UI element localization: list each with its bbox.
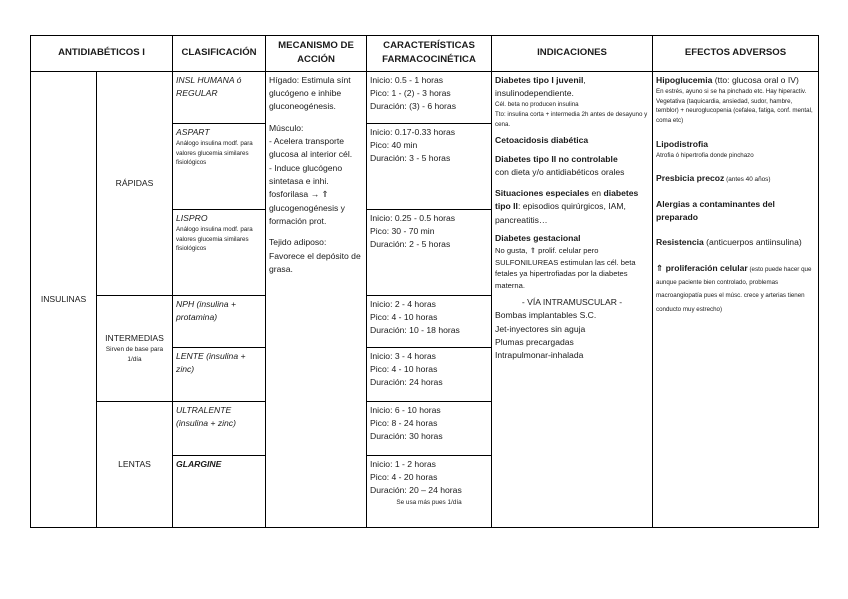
clas-aspart [173,123,266,209]
farm-lispro-pico: Pico: 30 - 70 min [370,226,435,237]
farm-aspart-pico: Pico: 40 min [370,140,418,151]
subgroup-intermedias-note: Sirven de base para 1/día [105,346,164,363]
ind-t2b: con dieta y/o antidiabéticos orales [495,166,625,177]
ind-espd: : episodios quirúrgicos, IAM, pancreatitis… [495,201,626,225]
ind-t2: Diabetes tipo II no controlable [495,153,618,164]
ef-presb-note: (antes 40 años) [724,176,771,184]
farm-nph-pico: Pico: 4 - 10 horas [370,312,438,323]
header-antidiabeticos: ANTIDIABÉTICOS I [31,36,173,72]
ind-ceto: Cetoacidosis diabética [495,135,589,146]
farm-aspart-inicio: Inicio: 0.17-0.33 horas [370,126,456,137]
farm-lente-pico: Pico: 4 - 10 horas [370,364,438,375]
farm-ultralente-inicio: Inicio: 6 - 10 horas [370,404,441,415]
header-mecanismo: MECANISMO DE ACCIÓN [266,36,367,72]
insulin-table [30,35,819,528]
row-insl [31,71,819,123]
farm-lispro-inicio: Inicio: 0.25 - 0.5 horas [370,212,456,223]
clas-lente: LENTE (insulina + zinc) [173,347,266,401]
ef-prolif-note: (esto puede hacer que aunque paciente bien controlado, problemas macroangiopatía pues el músc. crece y arterias tienen conducto muy estrecho) [656,265,812,313]
header-clasificacion: CLASIFICACIÓN [173,36,266,72]
ef-hipob: (tto: glucosa oral o IV) [712,74,799,85]
farm-ultralente-pico: Pico: 8 - 24 horas [370,418,438,429]
mec-musculo: Músculo: [269,122,304,133]
ind-t1-note1: Cél. beta no producen insulina [495,101,579,109]
ef-lipo: Lipodistrofia [656,138,709,149]
farm-nph-duracion: Duración: 10 - 18 horas [370,325,460,336]
mec-tejido: Tejido adiposo: Favorece el depósito de grasa. [269,237,361,274]
clas-aspart-note: Análogo insulina modf. para valores glucemia similares fisiológicos [176,140,253,167]
clas-insl: INSL HUMANA ó REGULAR [173,71,266,123]
farm-glargine-inicio: Inicio: 1 - 2 horas [370,458,436,469]
farm-ultralente-duracion: Duración: 30 horas [370,431,443,442]
farm-insl-inicio: Inicio: 0.5 - 1 horas [370,74,444,85]
group-insulinas: INSULINAS [31,71,97,527]
ef-hipo-note: En estrés, ayuno si se ha pinchado etc. Hay hiperactiv. Vegetativa (taquicardia, ansiedad, sudor, hambre, temblor) + neuroglucopenia (cefalea, fatiga, conf. mental, coma etc) [656,88,813,124]
header-caracteristicas: CARACTERÍSTICAS FARMACOCINÉTICA [367,36,492,72]
indicaciones-cell [492,71,653,527]
mec-higado: Hígado: Estimula sínt glucógeno e inhibe gluconeogénesis. [269,74,351,112]
farm-insl-pico: Pico: 1 - (2) - 3 horas [370,88,451,99]
clas-ultralente: ULTRALENTE (insulina + zinc) [173,401,266,455]
efectos-cell [653,71,819,527]
ind-espc: diabetes tipo II [495,188,639,212]
ind-esp: Situaciones especiales [495,188,590,199]
ind-v4: Intrapulmonar-inhalada [495,350,584,361]
mecanismo-cell [266,71,367,527]
ind-v3: Plumas precargadas [495,336,574,347]
ef-presb: Presbicia precoz [656,173,725,184]
clas-glargine: GLARGINE [173,455,266,527]
header-indicaciones: INDICACIONES [492,36,653,72]
farm-lente-duracion: Duración: 24 horas [370,377,443,388]
ef-resisb: (anticuerpos antiinsulina) [703,237,802,248]
clas-lispro [173,209,266,295]
ef-alerg: Alergias a contaminantes del preparado [656,198,775,223]
farm-aspart [367,123,492,209]
ef-prolif: ⇑ proliferación celular [656,262,748,273]
farm-glargine-note: Se usa más pues 1/día [396,498,462,506]
mec-m1: - Acelera transporte glucosa al interior cél. [269,136,353,160]
clas-aspart-title: ASPART [176,126,210,137]
ind-t1: Diabetes tipo I juvenil [495,74,584,85]
ind-t1b: , insulinodependiente. [495,74,586,99]
ef-lipo-note: Atrofia ó hipertrofia donde pinchazo [656,151,754,159]
ind-v1: Bombas implantables S.C. [495,310,597,321]
farm-lispro-duracion: Duración: 2 - 5 horas [370,239,451,250]
clas-lispro-title: LISPRO [176,212,208,223]
header-efectos: EFECTOS ADVERSOS [653,36,819,72]
farm-aspart-duracion: Duración: 3 - 5 horas [370,153,451,164]
farm-ultralente [367,401,492,455]
farm-lispro [367,209,492,295]
clas-nph: NPH (insulina + protamina) [173,295,266,347]
ind-espb: en [589,188,604,199]
ind-t1-note2: Tto: insulina corta + intermedia 2h antes de desayuno y cena. [495,111,648,128]
farm-glargine [367,455,492,527]
farm-glargine-pico: Pico: 4 - 20 horas [370,472,438,483]
subgroup-intermedias [97,295,173,401]
farm-nph-inicio: Inicio: 2 - 4 horas [370,298,436,309]
farm-glargine-duracion: Duración: 20 – 24 horas [370,485,462,496]
ind-gest-note: No gusta, ⇑ prolif. celular pero SULFONILUREAS estimulan las cél. beta fetales ya hipertrofiadas por la diabetes materna. [495,246,636,290]
subgroup-lentas: LENTAS [97,401,173,527]
header-row [31,36,819,72]
ind-gest: Diabetes gestacional [495,233,581,244]
farm-nph [367,295,492,347]
farm-lente-inicio: Inicio: 3 - 4 horas [370,350,436,361]
subgroup-intermedias-label: INTERMEDIAS [105,332,164,343]
farm-lente [367,347,492,401]
ind-via: - VÍA INTRAMUSCULAR - [521,296,623,307]
farm-insl-duracion: Duración: (3) - 6 horas [370,101,456,112]
ind-v2: Jet-inyectores sin aguja [495,323,586,334]
ef-hipo: Hipoglucemia [656,74,713,85]
subgroup-rapidas: RÁPIDAS [97,71,173,295]
mec-m2: - Induce glucógeno sintetasa e inhi. fosforilasa → ⇑ glucogenogénesis y formación prot. [269,162,345,226]
clas-lispro-note: Análogo insulina modf. para valores glucemia similares fisiológicos [176,226,253,253]
ef-resis: Resistencia [656,237,704,248]
farm-insl [367,71,492,123]
